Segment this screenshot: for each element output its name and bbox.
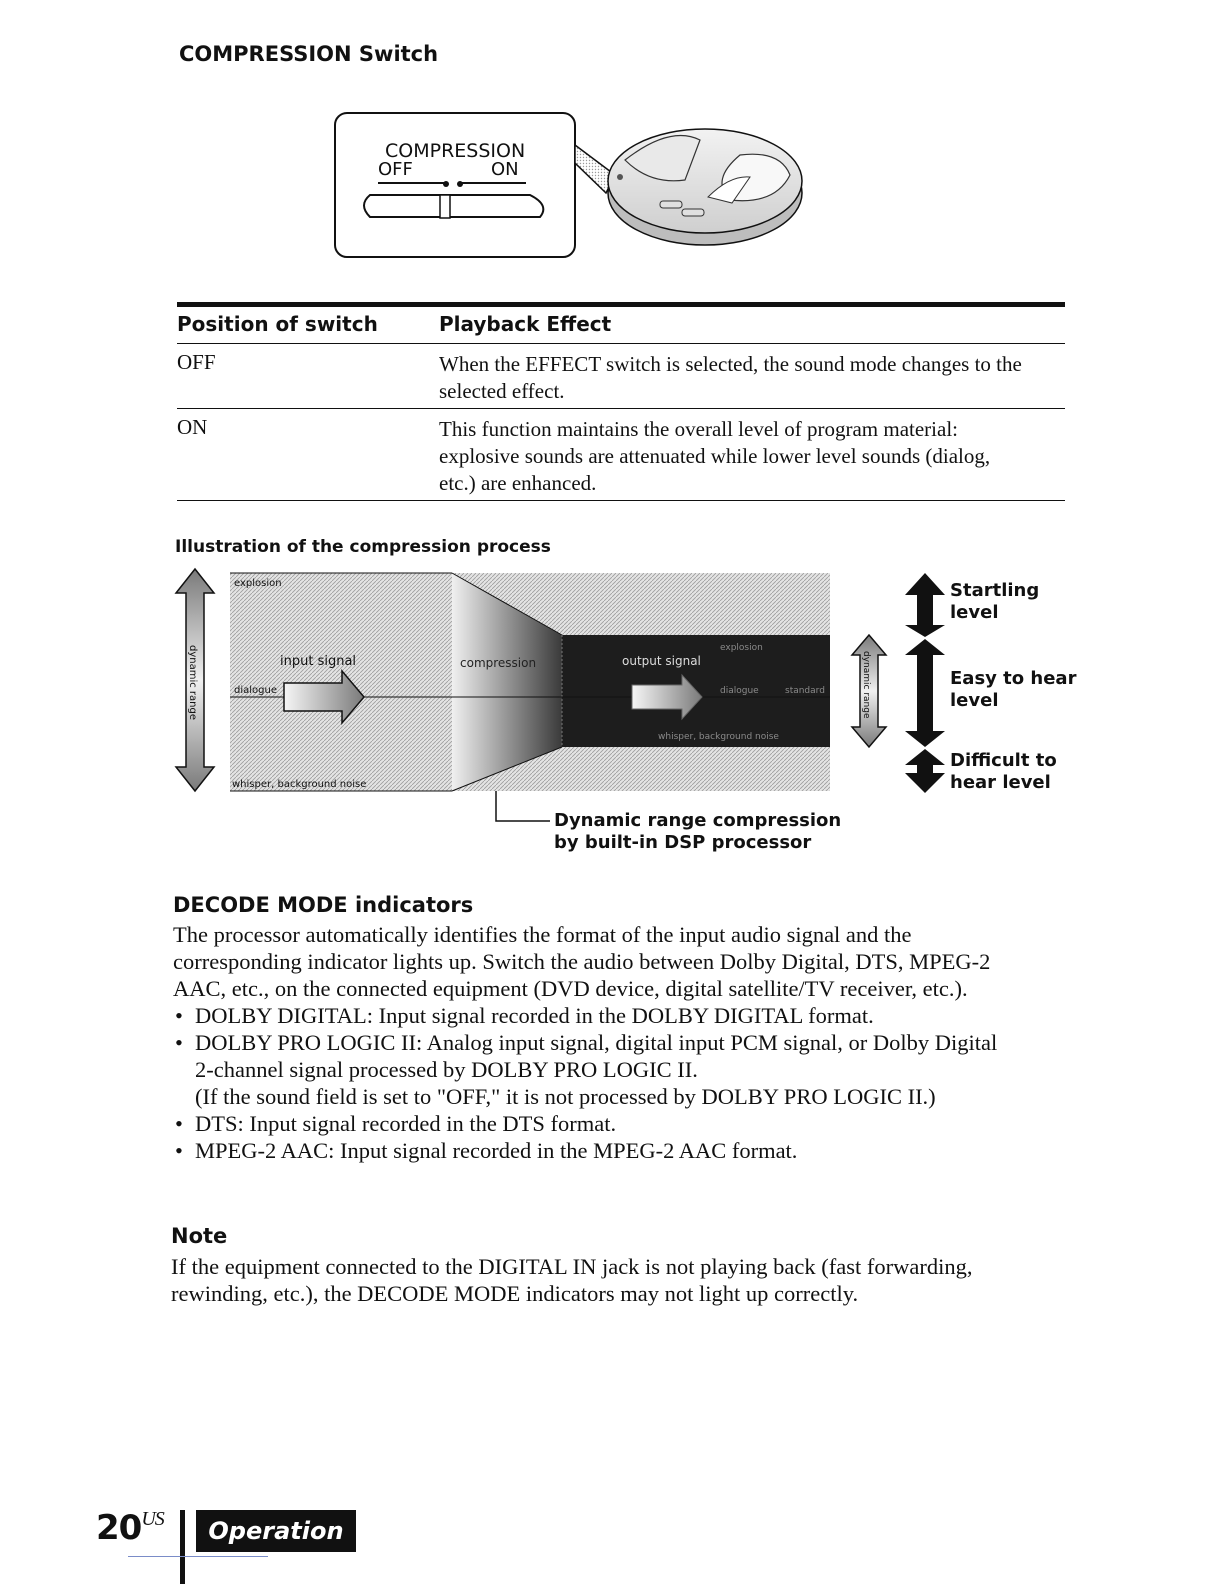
page-number: $20^{US}$ — [96, 1508, 164, 1548]
decode-mode-heading: DECODE MODE indicators — [173, 893, 474, 917]
easy-to-hear-level-arrow — [905, 639, 945, 747]
difficult-level-label: Difficult to hear level — [950, 750, 1057, 793]
label-explosion: explosion — [234, 578, 282, 589]
note-text: If the equipment connected to the DIGITAL IN jack is not playing back (fast forwarding, rewinding, etc.), the DECODE MODE indicators may not light up correctly. — [171, 1254, 973, 1306]
table-header-position: Position of switch — [177, 312, 378, 336]
label-compression: COMPRESSION — [385, 140, 526, 162]
table-cell-position-off: OFF — [177, 350, 216, 374]
label-out-explosion: explosion — [720, 643, 763, 653]
label-dialogue: dialogue — [234, 685, 277, 696]
decode-mode-intro: The processor automatically identifies the format of the input audio signal and the corresponding indicator lights up. Switch the audio between Dolby Digital, DTS, MPEG-2 AAC, etc., on the connected equipment (DVD device, digital satellite/TV receiver, etc.). — [173, 922, 991, 1001]
label-output-signal: output signal — [622, 654, 701, 668]
table-top-rule — [177, 302, 1065, 307]
compression-switch-figure — [330, 105, 810, 265]
decode-mode-list — [173, 1002, 1073, 1164]
label-on: ON — [491, 159, 519, 180]
label-off: OFF — [378, 159, 413, 180]
footer-divider — [180, 1510, 185, 1584]
caption-leader-line — [496, 791, 550, 821]
difficult-level-arrow — [905, 749, 945, 793]
table-cell-effect-off: When the EFFECT switch is selected, the sound mode changes to the selected effect. — [439, 352, 1022, 403]
table-bottom-rule — [177, 500, 1065, 501]
note-heading: Note — [171, 1224, 228, 1248]
list-item: • DOLBY PRO LOGIC II: Analog input signal, digital input PCM signal, or Dolby Digital 2-channel signal processed by DOLBY PRO LOGIC II. (If the sound field is set to "OFF," it is not processed by DOLBY PRO LOGIC II.) — [175, 1030, 998, 1109]
page-title: COMPRESSION Switch — [179, 42, 439, 66]
slider-body — [364, 195, 543, 217]
table-cell-effect-on: This function maintains the overall level of program material: explosive sounds are attenuated while lower level sounds (dialog, etc.) are enhanced. — [439, 417, 991, 495]
table-cell-position-on: ON — [177, 415, 208, 439]
list-item: • DOLBY DIGITAL: Input signal recorded in the DOLBY DIGITAL format. — [175, 1003, 874, 1028]
startling-level-arrow — [905, 573, 945, 637]
label-whisper: whisper, background noise — [232, 779, 367, 790]
illustration-title: Illustration of the compression process — [175, 537, 551, 557]
label-out-whisper: whisper, background noise — [658, 732, 779, 742]
label-out-dialogue: dialogue — [720, 686, 759, 696]
label-compression: compression — [460, 656, 537, 670]
startling-level-label: Startling level — [950, 580, 1040, 623]
table-header-effect: Playback Effect — [439, 312, 612, 336]
label-out-standard: standard — [785, 686, 825, 696]
list-item: • DTS: Input signal recorded in the DTS format. — [175, 1111, 617, 1136]
switch-panel-frame — [335, 113, 575, 257]
illustration-caption: Dynamic range compression by built-in DSP processor — [554, 810, 842, 853]
easy-to-hear-level-label: Easy to hear level — [950, 668, 1077, 711]
list-item: • MPEG-2 AAC: Input signal recorded in the MPEG-2 AAC format. — [175, 1138, 798, 1163]
label-input-signal: input signal — [280, 654, 357, 669]
output-dynamic-range-label: dynamic range — [861, 651, 871, 719]
section-tab-operation: Operation — [196, 1510, 356, 1552]
footer-underline — [128, 1556, 268, 1557]
table-header-rule — [177, 343, 1065, 344]
slider-knob — [440, 195, 450, 218]
table-row-rule — [177, 408, 1065, 409]
input-dynamic-range-label: dynamic range — [187, 645, 198, 721]
